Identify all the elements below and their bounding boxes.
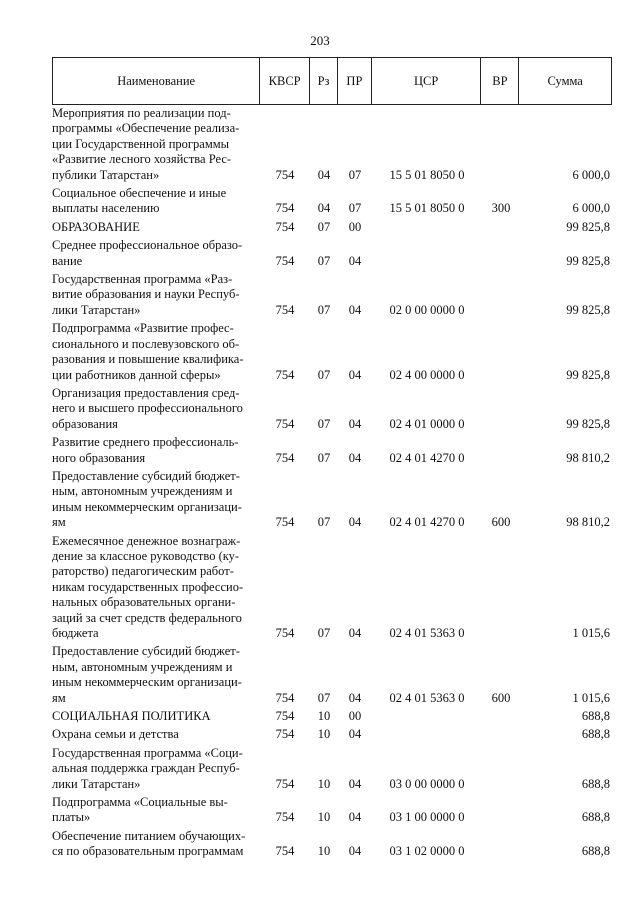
- cell-csr: 02 4 00 0000 0: [389, 367, 465, 382]
- table-row: [52, 435, 612, 466]
- cell-name: Развитие среднего профессиональ- ного образования: [52, 435, 239, 465]
- cell-sum: 99 825,8: [566, 367, 610, 382]
- cell-rz: 04: [317, 167, 331, 182]
- cell-pr: 07: [348, 201, 362, 216]
- cell-pr: 04: [348, 302, 362, 317]
- cell-name: Ежемесячное денежное вознаграж- дение за классное руководство (ку- раторство) педагогическим работ- никам государственных профессио- нальных образовательных органи- заций за счет средств федерального бюджета: [52, 533, 244, 640]
- cell-kvsr: 754: [275, 690, 295, 705]
- column-header-pr: ПР: [338, 58, 372, 104]
- cell-name: Подпрограмма «Социальные вы- платы»: [52, 795, 228, 825]
- table-row: [52, 534, 612, 642]
- cell-rz: 07: [317, 626, 331, 640]
- cell-kvsr: 754: [275, 201, 295, 216]
- cell-rz: 07: [317, 416, 331, 431]
- table-row: [52, 272, 612, 318]
- cell-name: Государственная программа «Соци- альная поддержка граждан Респуб- лики Татарстан»: [52, 745, 243, 791]
- cell-pr: 04: [348, 690, 362, 705]
- cell-kvsr: 754: [275, 776, 295, 791]
- cell-csr: 02 4 01 4270 0: [389, 450, 465, 465]
- cell-sum: 99 825,8: [566, 219, 610, 234]
- cell-kvsr: 754: [275, 844, 295, 859]
- cell-pr: 04: [348, 727, 362, 742]
- cell-sum: 98 810,2: [566, 450, 610, 465]
- cell-csr: 03 1 00 0000 0: [389, 810, 465, 825]
- cell-kvsr: 754: [275, 302, 295, 317]
- cell-name: Обеспечение питанием обучающих- ся по образовательным программам: [52, 828, 246, 859]
- table-row: [52, 386, 612, 432]
- page-number: 203: [310, 33, 330, 48]
- cell-name: ОБРАЗОВАНИЕ: [52, 219, 140, 234]
- cell-name: Среднее профессиональное образо- вание: [52, 238, 243, 268]
- table-row: [52, 186, 612, 217]
- cell-kvsr: 754: [275, 727, 295, 742]
- cell-csr: 15 5 01 8050 0: [389, 201, 465, 216]
- cell-kvsr: 754: [275, 450, 295, 465]
- cell-pr: 04: [348, 416, 362, 431]
- cell-rz: 07: [317, 302, 331, 317]
- column-header-sum: Сумма: [547, 73, 583, 88]
- cell-pr: 04: [348, 253, 362, 268]
- column-header-name: Наименование: [53, 58, 260, 104]
- cell-name: Государственная программа «Раз- витие образования и науки Респуб- лики Татарстан»: [52, 272, 240, 317]
- cell-kvsr: 754: [275, 515, 295, 530]
- cell-rz: 07: [317, 253, 331, 268]
- cell-csr: 02 4 01 0000 0: [389, 416, 465, 431]
- cell-sum: 98 810,2: [566, 515, 610, 530]
- cell-csr: 03 1 02 0000 0: [389, 844, 465, 859]
- cell-kvsr: 754: [275, 626, 295, 640]
- cell-sum: 688,8: [581, 709, 610, 724]
- table-row: [52, 795, 612, 826]
- table-row: [52, 321, 612, 383]
- cell-sum: 1 015,6: [572, 690, 610, 705]
- table-header: [52, 57, 612, 105]
- cell-sum: 99 825,8: [566, 302, 610, 317]
- table-row: [52, 829, 612, 860]
- cell-pr: 04: [348, 367, 362, 382]
- cell-rz: 07: [317, 450, 331, 465]
- cell-vr: 600: [491, 690, 511, 705]
- cell-sum: 99 825,8: [566, 253, 610, 268]
- table-row: [52, 746, 612, 792]
- cell-rz: 04: [317, 201, 331, 216]
- cell-rz: 10: [317, 709, 331, 724]
- cell-pr: 00: [348, 709, 362, 724]
- cell-pr: 00: [348, 219, 362, 234]
- cell-rz: 10: [317, 727, 331, 742]
- table-row: [52, 644, 612, 706]
- table-row: [52, 106, 612, 183]
- table-body: [52, 106, 612, 863]
- cell-rz: 07: [317, 367, 331, 382]
- cell-sum: 1 015,6: [572, 626, 610, 640]
- table-row: [52, 469, 612, 531]
- table-row: [52, 220, 612, 235]
- cell-sum: 99 825,8: [566, 416, 610, 431]
- cell-sum: 688,8: [581, 810, 610, 825]
- cell-pr: 04: [348, 626, 362, 640]
- cell-kvsr: 754: [275, 219, 295, 234]
- cell-sum: 688,8: [581, 727, 610, 742]
- cell-vr: 300: [491, 201, 511, 216]
- cell-sum: 688,8: [581, 844, 610, 859]
- cell-pr: 04: [348, 776, 362, 791]
- cell-sum: 6 000,0: [572, 201, 610, 216]
- cell-name: Социальное обеспечение и иные выплаты населению: [52, 186, 227, 216]
- cell-kvsr: 754: [275, 416, 295, 431]
- cell-csr: 02 4 01 4270 0: [389, 515, 465, 530]
- column-header-kvsr: КВСР: [260, 58, 310, 104]
- cell-pr: 04: [348, 515, 362, 530]
- cell-rz: 10: [317, 776, 331, 791]
- table-row: [52, 727, 612, 742]
- cell-csr: 02 4 01 5363 0: [389, 690, 465, 705]
- column-header-vr: ВР: [481, 58, 519, 104]
- cell-name: Подпрограмма «Развитие профес- сионального и послевузовского об- разования и повышение квалифика- ции работников данной сферы»: [52, 321, 244, 382]
- cell-pr: 04: [348, 810, 362, 825]
- cell-rz: 07: [317, 690, 331, 705]
- cell-csr: 02 4 01 5363 0: [389, 626, 465, 640]
- cell-name: Мероприятия по реализации под- программы «Обеспечение реализа- ции Государственной программы «Развитие лесного хозяйства Рес- публики Татарстан»: [52, 106, 240, 182]
- cell-rz: 10: [317, 810, 331, 825]
- table-row: [52, 238, 612, 269]
- cell-csr: 02 0 00 0000 0: [389, 302, 465, 317]
- cell-rz: 07: [317, 515, 331, 530]
- cell-kvsr: 754: [275, 253, 295, 268]
- cell-pr: 04: [348, 844, 362, 859]
- cell-csr: 03 0 00 0000 0: [389, 776, 465, 791]
- cell-kvsr: 754: [275, 709, 295, 724]
- cell-name: Охрана семьи и детства: [52, 727, 179, 742]
- cell-vr: 600: [491, 515, 511, 530]
- cell-sum: 6 000,0: [572, 167, 610, 182]
- cell-rz: 07: [317, 219, 331, 234]
- column-header-rz: Рз: [310, 58, 338, 104]
- cell-pr: 04: [348, 450, 362, 465]
- cell-name: СОЦИАЛЬНАЯ ПОЛИТИКА: [52, 709, 211, 724]
- cell-name: Предоставление субсидий бюджет- ным, автономным учреждениям и иным некоммерческим организаци- ям: [52, 468, 242, 530]
- cell-name: Организация предоставления сред- него и высшего профессионального образования: [52, 385, 243, 431]
- cell-sum: 688,8: [581, 776, 610, 791]
- cell-csr: 15 5 01 8050 0: [389, 167, 465, 182]
- cell-kvsr: 754: [275, 167, 295, 182]
- column-header-csr: ЦСР: [372, 58, 482, 104]
- cell-kvsr: 754: [275, 367, 295, 382]
- cell-name: Предоставление субсидий бюджет- ным, автономным учреждениям и иным некоммерческим организаци- ям: [52, 644, 242, 705]
- table-row: [52, 709, 612, 724]
- cell-pr: 07: [348, 167, 362, 182]
- cell-kvsr: 754: [275, 810, 295, 825]
- cell-rz: 10: [317, 844, 331, 859]
